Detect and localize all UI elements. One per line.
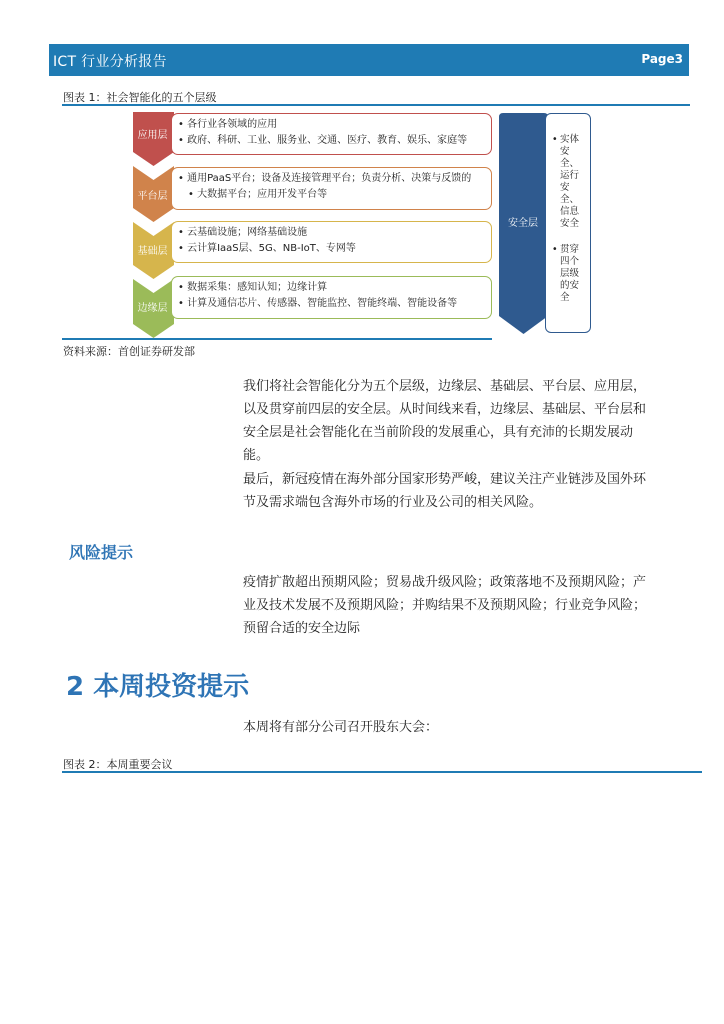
layer-panel-edge <box>171 276 492 319</box>
layer-bullet: • 政府、科研、工业、服务业、交通、医疗、教育、娱乐、家庭等 <box>178 133 485 149</box>
layer-label-platform: 平台层 <box>137 190 168 202</box>
layer-panel-platform <box>171 167 492 210</box>
layer-panel-application <box>171 113 492 155</box>
body-paragraph-2: 最后，新冠疫情在海外部分国家形势严峻，建议关注产业链涉及国外环节及需求端包含海外市场的行业及公司的相关风险。 <box>243 472 647 510</box>
section-heading: 2 本周投资提示 <box>66 672 250 702</box>
layer-bullet: • 计算及通信芯片、传感器、智能监控、智能终端、智能设备等 <box>178 296 485 312</box>
body-paragraph-4: 本周将有部分公司召开股东大会： <box>243 720 439 735</box>
figure1-caption: 图表 1：社会智能化的五个层级 <box>63 91 217 104</box>
figure2-caption: 图表 2：本周重要会议 <box>63 758 173 771</box>
layer-bullet: • 各行业各领域的应用 <box>178 117 485 133</box>
layer-label-foundation: 基础层 <box>137 245 168 257</box>
layer-bullet: • 云基础设施；网络基础设施 <box>178 225 485 241</box>
risk-heading: 风险提示 <box>69 543 134 562</box>
security-item: • 贯穿四个层级的安全 <box>552 244 587 304</box>
security-layer-label: 安全层 <box>508 218 538 229</box>
figure2-rule <box>62 771 702 773</box>
figure1-rule <box>62 104 690 106</box>
risk-paragraph: 疫情扩散超出预期风险；贸易战升级风险；政策落地不及预期风险；产业及技术发展不及预期风险；并购结果不及预期风险；行业竞争风险；预留合适的安全边际 <box>243 575 647 636</box>
body-paragraph-1: 我们将社会智能化分为五个层级，边缘层、基础层、平台层、应用层，以及贯穿前四层的安全层。从时间线来看，边缘层、基础层、平台层和安全层是社会智能化在当前阶段的发展重心，具有充沛的长期发展动能。 <box>243 379 647 463</box>
security-layer-panel <box>545 113 591 333</box>
report-title: ICT 行业分析报告 <box>53 54 167 70</box>
layer-bullet-continued: • 大数据平台；应用开发平台等 <box>178 187 485 203</box>
report-header <box>49 44 689 76</box>
page-number: Page3 <box>641 52 683 66</box>
layer-label-application: 应用层 <box>137 129 168 141</box>
layer-bullet: • 云计算IaaS层、5G、NB-IoT、专网等 <box>178 241 485 257</box>
layer-label-edge: 边缘层 <box>137 302 168 314</box>
layer-bullet: • 数据采集：感知认知；边缘计算 <box>178 280 485 296</box>
layer-panel-foundation <box>171 221 492 263</box>
figure1-source: 资料来源：首创证券研发部 <box>63 345 195 358</box>
layer-bullet: • 通用PaaS平台；设备及连接管理平台；负责分析、决策与反馈的 <box>178 171 485 187</box>
figure1-bottom-rule <box>62 338 492 340</box>
security-item: • 实体安全、运行安全、信息安全 <box>552 134 587 230</box>
